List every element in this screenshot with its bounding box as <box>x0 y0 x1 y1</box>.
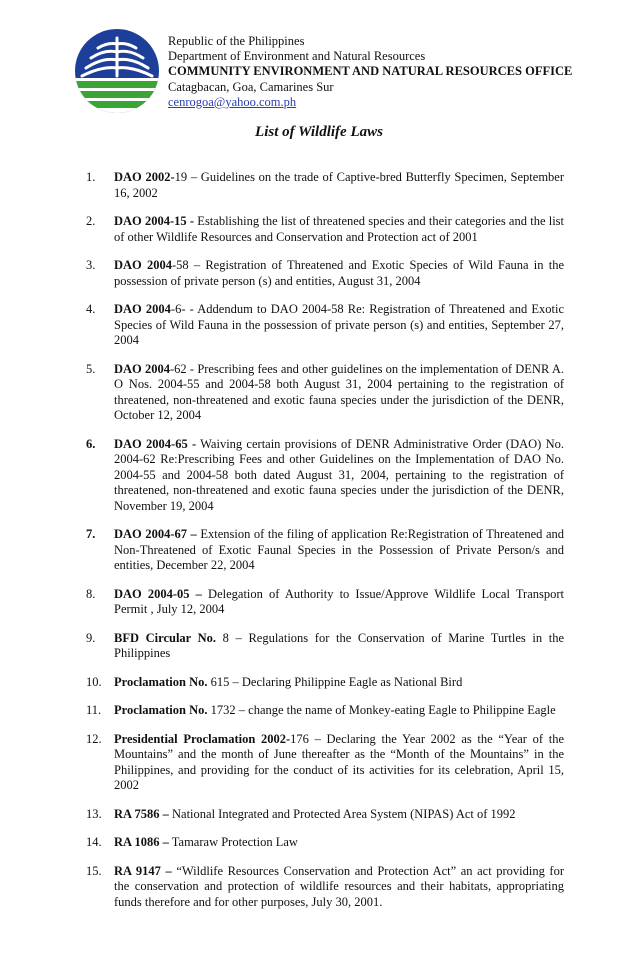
law-code: DAO 2002- <box>114 170 175 184</box>
law-number: 2. <box>86 214 96 228</box>
law-number: 10. <box>86 674 102 689</box>
letterhead-address: Catagbacan, Goa, Camarines Sur <box>168 79 334 94</box>
law-code: DAO 2004-65 - <box>114 436 197 451</box>
law-code: BFD Circular No. <box>114 630 217 645</box>
law-code: Proclamation No. <box>114 703 208 717</box>
law-item <box>86 214 564 245</box>
page-title: List of Wildlife Laws <box>255 124 383 140</box>
letterhead <box>168 34 608 110</box>
law-item <box>86 835 564 851</box>
law-item <box>86 732 564 794</box>
law-description: Tamaraw Protection Law <box>168 835 298 849</box>
law-description: “Wildlife Resources Conservation and Protection Act” an act providing for the conservation and protection of wildlife resources and their habitats, appropriating funds therefore and for other purposes, July 30, 2001. <box>114 863 564 909</box>
letterhead-department: Department of Environment and Natural Resources <box>168 49 426 64</box>
law-description: -58 – Registration of Threatened and Exotic Species of Wild Fauna in the possession of private person (s) and entities, August 31, 2004 <box>114 258 565 288</box>
law-code: Proclamation No. <box>114 674 208 689</box>
law-description: Establishing the list of threatened species and their categories and the list of other Wildlife Resources and Conservation and Protection act of 2001 <box>114 214 565 244</box>
law-description: National Integrated and Protected Area System (NIPAS) Act of 1992 <box>168 806 516 821</box>
law-number: 7. <box>86 527 96 541</box>
law-code: DAO 2004 <box>114 361 171 376</box>
law-number: 3. <box>86 258 96 272</box>
law-code: DAO 2004 <box>114 258 172 272</box>
law-code: DAO 2004 <box>114 302 171 316</box>
law-item <box>86 675 564 691</box>
law-code: RA 9147 – <box>114 863 172 878</box>
law-description: Extension of the filing of application Re:Registration of Threatened and Non-Threatened of Exotic Faunal Species in the Possession of Private Person/s and entities, December 22, 2004 <box>114 527 564 572</box>
law-code: RA 7586 – <box>114 806 169 821</box>
law-description: 615 – Declaring Philippine Eagle as National Bird <box>207 674 463 689</box>
law-number: 12. <box>86 731 102 746</box>
law-number: 15. <box>86 863 102 878</box>
law-item <box>86 362 564 424</box>
law-number: 13. <box>86 806 102 821</box>
law-number: 1. <box>86 170 96 184</box>
law-code: RA 1086 – <box>114 835 169 849</box>
law-description: 19 – Guidelines on the trade of Captive-bred Butterfly Specimen, September 16, 2002 <box>114 170 564 200</box>
law-item <box>86 631 564 662</box>
law-description: 8 – Regulations for the Conservation of Marine Turtles in the Philippines <box>114 630 564 660</box>
law-item <box>86 864 564 911</box>
law-number: 6. <box>86 436 96 451</box>
law-item <box>86 258 564 289</box>
law-code: DAO 2004-15 - <box>114 214 195 228</box>
law-description: 1732 – change the name of Monkey-eating Eagle to Philippine Eagle <box>207 703 556 717</box>
law-item <box>86 170 564 201</box>
law-item <box>86 527 564 574</box>
law-number: 8. <box>86 586 96 601</box>
law-description: -62 - Prescribing fees and other guidelines on the implementation of DENR A. O Nos. 2004-55 and 2004-58 both August 31, 2004 pertaining to the registration of threatened, non-threatened and exotic fauna species under the jurisdiction of the DENR, October 12, 2004 <box>114 361 564 422</box>
letterhead-republic: Republic of the Philippines <box>168 34 305 48</box>
email-link[interactable]: cenrogoa@yahoo.com.ph <box>168 94 297 109</box>
law-item <box>86 437 564 515</box>
law-description: Delegation of Authority to Issue/Approve Wildlife Local Transport Permit , July 12, 2004 <box>114 586 564 616</box>
law-description: Waiving certain provisions of DENR Administrative Order (DAO) No. 2004-62 Re:Prescribing Fees and other Guidelines on the Implementation of DAO No. 2004-55 and 2004-58 both dated August 31, 2004, pertaining to the registration of threatened, non-threatened and exotic fauna species under the jurisdiction of the DENR, November 19, 2004 <box>114 436 564 513</box>
laws-list <box>86 170 564 923</box>
law-description: -6- - Addendum to DAO 2004-58 Re: Registration of Threatened and Exotic Species of Wild Fauna in the possession of private person (s) and entities, September 27, 2004 <box>114 302 564 347</box>
law-item <box>86 587 564 618</box>
law-code: DAO 2004-67 – <box>114 527 197 541</box>
law-description: 176 – Declaring the Year 2002 as the “Year of the Mountains” and the month of June thereafter as the “Month of the Mountains” in the Philippines, and providing for the conduct of its activities for its celebration, April 15, 2002 <box>114 731 564 792</box>
law-number: 5. <box>86 361 96 376</box>
law-code: Presidential Proclamation 2002- <box>114 731 291 746</box>
law-item <box>86 703 564 719</box>
law-item <box>86 302 564 349</box>
denr-logo-icon <box>74 28 160 114</box>
law-number: 14. <box>86 835 102 849</box>
law-item <box>86 807 564 823</box>
law-number: 11. <box>86 703 102 717</box>
law-code: DAO 2004-05 – <box>114 586 202 601</box>
law-number: 4. <box>86 302 96 316</box>
letterhead-office: COMMUNITY ENVIRONMENT AND NATURAL RESOURCES OFFICE <box>168 64 573 79</box>
law-number: 9. <box>86 630 96 645</box>
